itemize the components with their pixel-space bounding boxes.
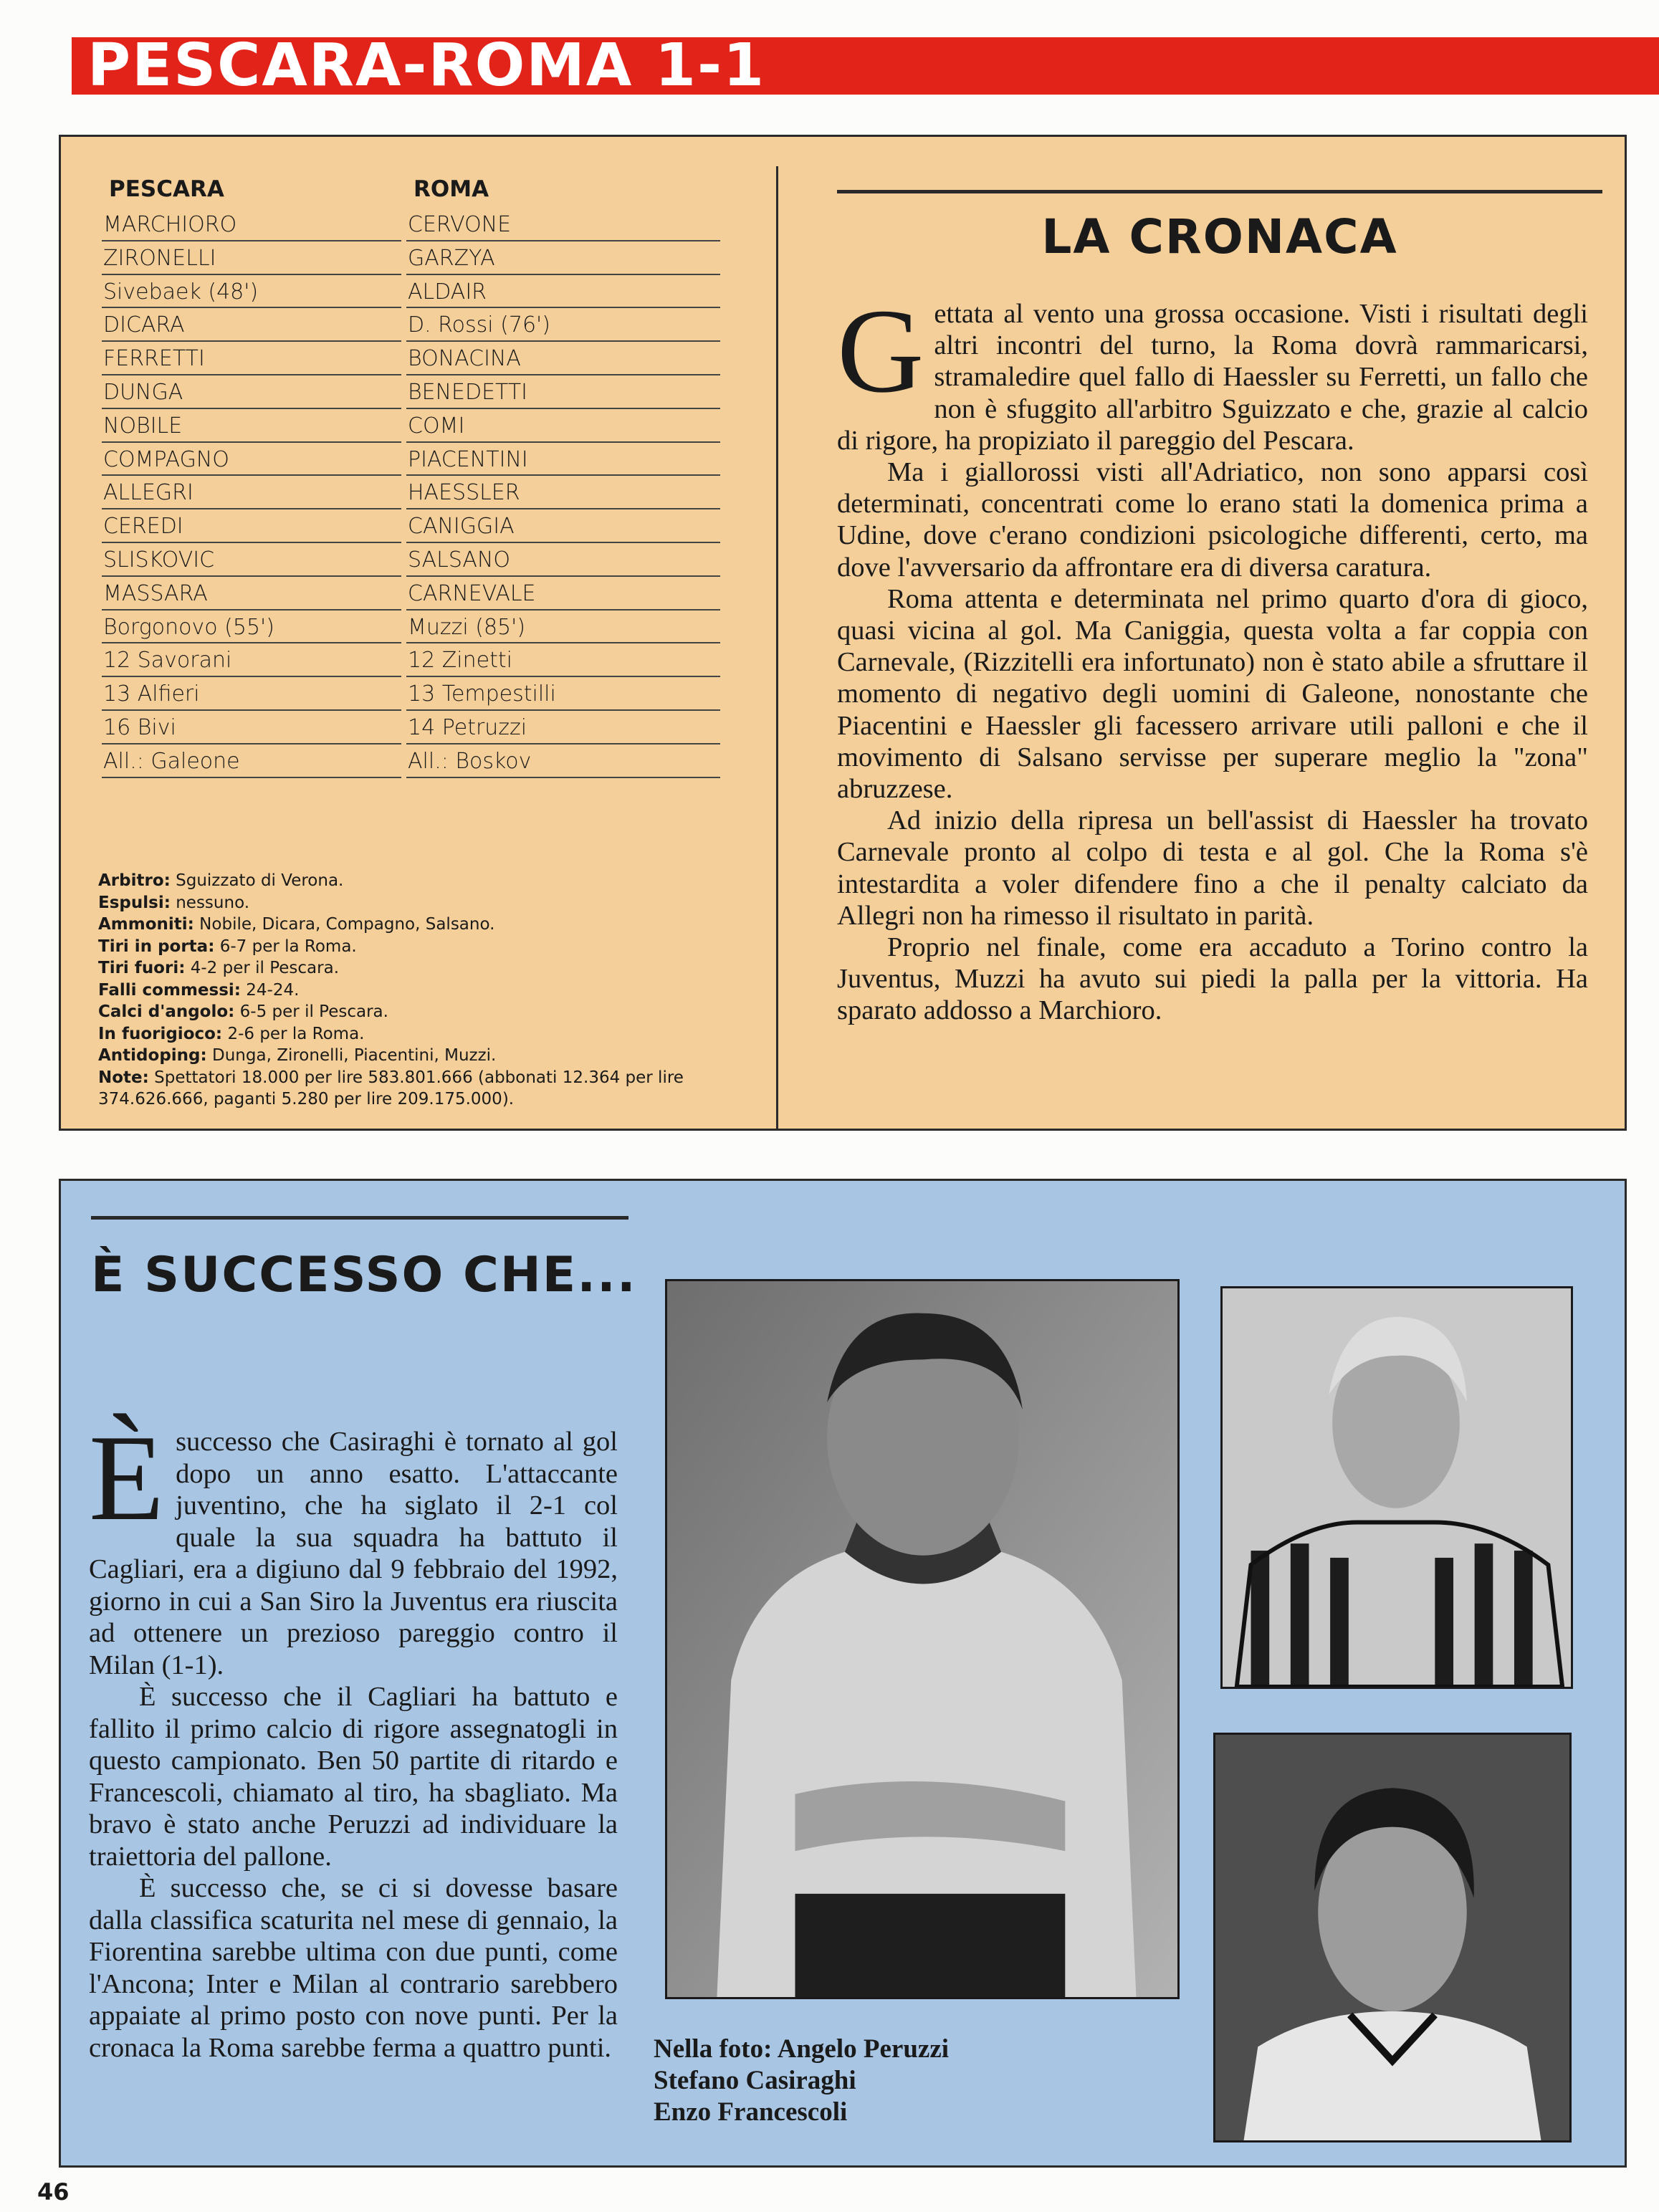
stat-label: Ammoniti: xyxy=(98,915,194,934)
home-lineup xyxy=(102,208,401,778)
cronaca-paragraph: Proprio nel finale, come era accaduto a Torino contro la Juventus, Muzzi ha avuto sui piedi la palla per la vittoria. Ha sparato addosso a Marchioro. xyxy=(837,932,1588,1026)
lineup-row: 12 Zinetti xyxy=(406,643,720,677)
lineup-row: DICARA xyxy=(102,308,401,342)
lineup-row: COMPAGNO xyxy=(102,443,401,477)
dropcap: G xyxy=(837,284,924,418)
lineup-row: CARNEVALE xyxy=(406,577,720,611)
lineup-row: ALLEGRI xyxy=(102,476,401,509)
lineup-row: DUNGA xyxy=(102,375,401,409)
match-stats xyxy=(98,870,729,1111)
lineup-row: MARCHIORO xyxy=(102,208,401,241)
photo-peruzzi xyxy=(665,1279,1180,1999)
stat-line xyxy=(98,1045,729,1067)
lineup-row: CANIGGIA xyxy=(406,509,720,543)
home-team-heading: PESCARA xyxy=(109,176,224,202)
photo-casiraghi xyxy=(1220,1286,1573,1689)
stat-value: 6-7 per la Roma. xyxy=(214,937,357,956)
successo-paragraph: Èsuccesso che Casiraghi è tornato al gol dopo un anno esatto. L'attaccante juventino, che ha siglato il 2-1 col quale la sua squadra ha battuto il Cagliari, era a digiuno dal 9 febbraio del 1992, giorno in cui a San Siro la Juventus era riuscita ad ottenere un prezioso pareggio contro il Milan (1-1). xyxy=(89,1410,618,1680)
lineup-row: SALSANO xyxy=(406,543,720,577)
stat-line xyxy=(98,1001,729,1023)
lineup-row: BONACINA xyxy=(406,342,720,375)
successo-rule xyxy=(91,1216,628,1220)
stat-value: 4-2 per il Pescara. xyxy=(185,959,340,977)
stat-line xyxy=(98,870,729,892)
lineup-row: 14 Petruzzi xyxy=(406,711,720,744)
lineup-row: CERVONE xyxy=(406,208,720,241)
stat-label: Antidoping: xyxy=(98,1046,207,1065)
stat-label: Calci d'angolo: xyxy=(98,1002,235,1021)
lineup-row: Borgonovo (55') xyxy=(102,611,401,644)
stat-label: Arbitro: xyxy=(98,871,171,890)
stat-line xyxy=(98,1023,729,1045)
lineup-row: 16 Bivi xyxy=(102,711,401,744)
lineup-row: HAESSLER xyxy=(406,476,720,509)
stat-label: Tiri fuori: xyxy=(98,959,186,977)
successo-article xyxy=(89,1410,618,2064)
successo-paragraph: È successo che il Cagliari ha battuto e fallito il primo calcio di rigore assegnatogli in questo campionato. Ben 50 partite di ritardo e Francescoli, chiamato al tiro, ha sbagliato. Ma bravo è stato anche Peruzzi ad individuare la traiettoria del pallone. xyxy=(89,1682,618,1872)
lineup-row: 13 Tempestilli xyxy=(406,677,720,711)
lineup-row: 12 Savorani xyxy=(102,643,401,677)
stat-value: Sguizzato di Verona. xyxy=(170,871,344,890)
stat-line xyxy=(98,1067,729,1111)
photo-caption: Nella foto: Angelo Peruzzi Stefano Casiraghi Enzo Francescoli xyxy=(654,2034,950,2127)
cronaca-paragraph: Ad inizio della ripresa un bell'assist di Haessler ha trovato Carnevale pronto al colpo di testa e al gol. Che la Roma s'è intestardita a voler difendere fino a che il penalty calciato da Allegri non ha rimesso il risultato in parità. xyxy=(837,805,1588,931)
lineup-row: GARZYA xyxy=(406,241,720,275)
lineup-row: Muzzi (85') xyxy=(406,611,720,644)
stat-label: Note: xyxy=(98,1068,149,1087)
stat-line xyxy=(98,892,729,914)
lineup-row: All.: Boskov xyxy=(406,744,720,778)
stat-label: Tiri in porta: xyxy=(98,937,215,956)
lineup-row: BENEDETTI xyxy=(406,375,720,409)
lineup-row: ZIRONELLI xyxy=(102,241,401,275)
successo-paragraph: È successo che, se ci si dovesse basare dalla classifica scaturita nel mese di gennaio, la Fiorentina sarebbe ultima con due punti, come l'Ancona; Inter e Milan al contrario sarebbero appaiate al primo posto con nove punti. Per la cronaca la Roma sarebbe ferma a quattro punti. xyxy=(89,1873,618,2063)
away-team-heading: ROMA xyxy=(413,176,489,202)
lineup-row: SLISKOVIC xyxy=(102,543,401,577)
lineup-row: D. Rossi (76') xyxy=(406,308,720,342)
page-number: 46 xyxy=(37,2178,70,2206)
stat-value: Spettatori 18.000 per lire 583.801.666 (abbonati 12.364 per lire 374.626.666, paganti 5.280 per lire 209.175.000). xyxy=(98,1068,684,1109)
stat-line xyxy=(98,914,729,936)
stat-line xyxy=(98,936,729,958)
stat-value: Nobile, Dicara, Compagno, Salsano. xyxy=(193,915,495,934)
lineup-row: PIACENTINI xyxy=(406,443,720,477)
column-divider xyxy=(776,166,778,1130)
cronaca-title: LA CRONACA xyxy=(1041,209,1398,264)
lineup-row: FERRETTI xyxy=(102,342,401,375)
cronaca-paragraph: Roma attenta e determinata nel primo quarto d'ora di gioco, quasi vicina al gol. Ma Caniggia, questa volta a far coppia con Carnevale, (Rizzitelli era infortunato) non è stato abile a sfruttare il momento di negativo degli uomini di Galeone, nonostante che Piacentini e Haessler gli facessero arrivare utili palloni e che il movimento di Salsano servisse per superare meglio la "zona" abruzzese. xyxy=(837,583,1588,805)
stat-line xyxy=(98,957,729,980)
match-title: PESCARA-ROMA 1-1 xyxy=(87,32,766,100)
cronaca-paragraph: Gettata al vento una grossa occasione. Visti i risultati degli altri incontri del turno, la Roma dovrà rammaricarsi, stramaledire quel fallo di Haessler su Ferretti, un fallo che non è sfuggito all'arbitro Sguizzato e che, grazie al calcio di rigore, ha propiziato il pareggio del Pescara. xyxy=(837,284,1588,456)
lineup-row: All.: Galeone xyxy=(102,744,401,778)
successo-title: È SUCCESSO CHE... xyxy=(91,1247,637,1303)
stat-line xyxy=(98,980,729,1002)
lineup-row: NOBILE xyxy=(102,409,401,443)
stat-value: 24-24. xyxy=(240,980,300,1000)
stat-label: Espulsi: xyxy=(98,893,171,912)
stat-value: 6-5 per il Pescara. xyxy=(234,1002,388,1021)
lineup-row: ALDAIR xyxy=(406,275,720,309)
lineup-row: CEREDI xyxy=(102,509,401,543)
away-lineup xyxy=(406,208,720,778)
stat-value: 2-6 per la Roma. xyxy=(222,1024,365,1043)
lineup-row: COMI xyxy=(406,409,720,443)
photo-francescoli xyxy=(1213,1733,1572,2142)
lineup-row: 13 Alfieri xyxy=(102,677,401,711)
stat-value: Dunga, Zironelli, Piacentini, Muzzi. xyxy=(206,1046,497,1065)
cronaca-rule xyxy=(837,190,1602,193)
cronaca-paragraph: Ma i giallorossi visti all'Adriatico, non sono apparsi così determinati, concentrati come lo erano stati la domenica prima a Udine, dove c'erano condizioni psicologiche differenti, certo, ma dove l'avversario da affrontare era di diversa caratura. xyxy=(837,457,1588,583)
stat-label: Falli commessi: xyxy=(98,980,241,1000)
lineup-row: Sivebaek (48') xyxy=(102,275,401,309)
dropcap: È xyxy=(89,1410,165,1546)
lineup-row: MASSARA xyxy=(102,577,401,611)
stat-label: In fuorigioco: xyxy=(98,1024,223,1043)
stat-value: nessuno. xyxy=(170,893,250,912)
cronaca-article xyxy=(837,284,1588,1027)
